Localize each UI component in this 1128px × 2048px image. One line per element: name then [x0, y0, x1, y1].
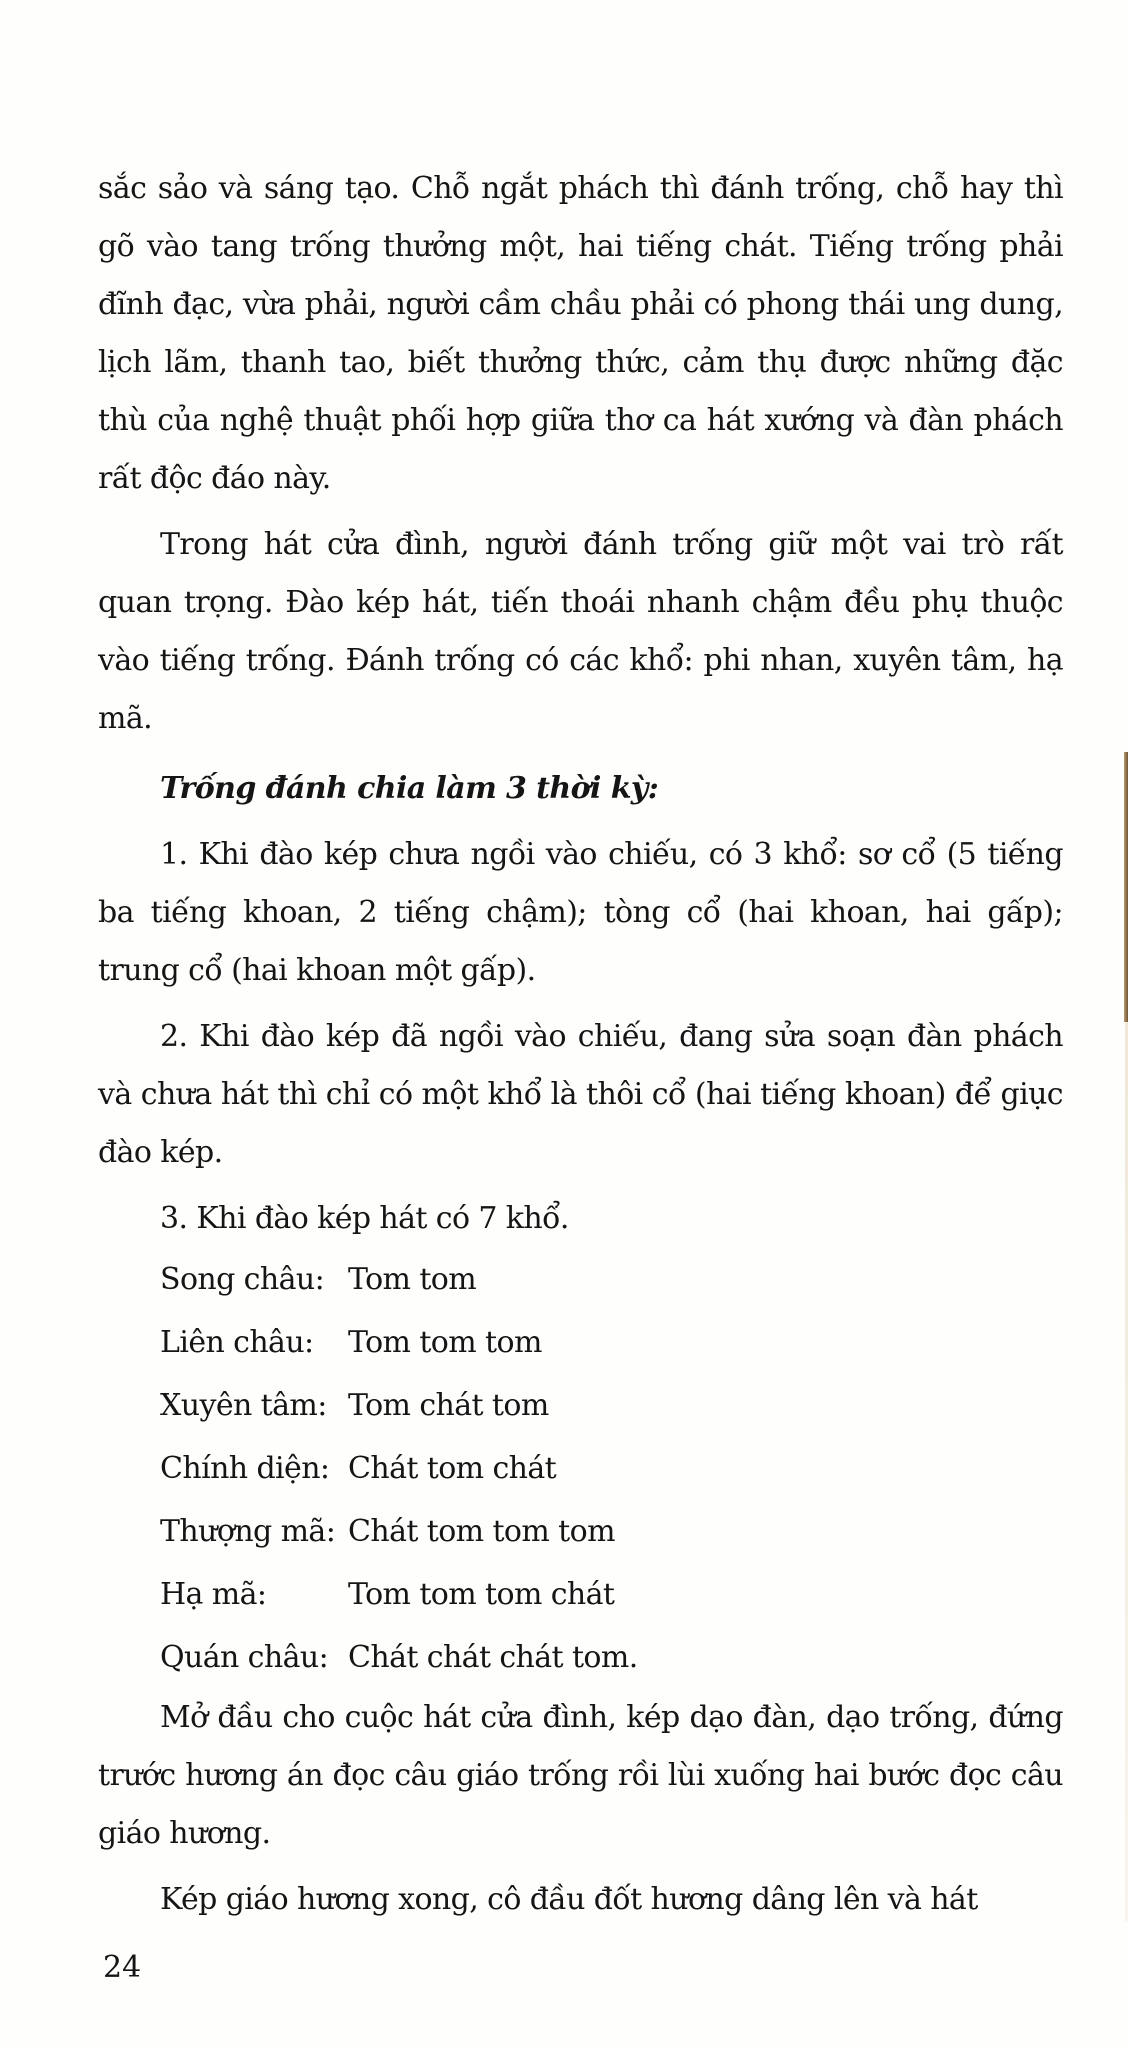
paragraph-continued: sắc sảo và sáng tạo. Chỗ ngắt phách thì đánh trống, chỗ hay thì gõ vào tang trống thưởng một, hai tiếng chát. Tiếng trống phải đĩnh đạc, vừa phải, người cầm chầu phải có phong thái ung dung, lịch lãm, thanh tao, biết thưởng thức, cảm thụ được những đặc thù của nghệ thuật phối hợp giữa thơ ca hát xướng và đàn phách rất độc đáo này. [98, 171, 1063, 496]
pattern-beats: Tom tom [348, 1262, 477, 1297]
pattern-name: Thượng mã: [160, 1514, 336, 1549]
page-number: 24 [103, 1950, 142, 1985]
pattern-name: Quán châu: [160, 1640, 329, 1675]
numbered-item-1: 1. Khi đào kép chưa ngồi vào chiếu, có 3 khổ: sơ cổ (5 tiếng ba tiếng khoan, 2 tiếng chậm); tòng cổ (hai khoan, hai gấp); trung cổ (hai khoan một gấp). [98, 837, 1063, 988]
section-heading: Trống đánh chia làm 3 thời kỳ: [160, 771, 659, 806]
list-item [98, 1500, 1063, 1563]
pattern-name: Xuyên tâm: [160, 1388, 327, 1423]
pattern-beats: Tom tom tom chát [348, 1577, 615, 1612]
paragraph-incense: Kép giáo hương xong, cô đầu đốt hương dâng lên và hát [160, 1882, 978, 1917]
numbered-item-2: 2. Khi đào kép đã ngồi vào chiếu, đang sửa soạn đàn phách và chưa hát thì chỉ có một khổ là thôi cổ (hai tiếng khoan) để giục đào kép. [98, 1019, 1063, 1170]
pattern-beats: Tom tom tom [348, 1325, 542, 1360]
pattern-name: Song châu: [160, 1262, 325, 1297]
numbered-item-3: 3. Khi đào kép hát có 7 khổ. [160, 1201, 569, 1236]
pattern-name: Liên châu: [160, 1325, 314, 1360]
pattern-beats: Tom chát tom [348, 1388, 549, 1423]
list-item [98, 1248, 1063, 1311]
paragraph-opening: Mở đầu cho cuộc hát cửa đình, kép dạo đàn, dạo trống, đứng trước hương án đọc câu giáo trống rồi lùi xuống hai bước đọc câu giáo hương. [98, 1700, 1063, 1851]
list-item [98, 1437, 1063, 1500]
pattern-beats: Chát tom tom tom [348, 1514, 615, 1549]
list-item [98, 1626, 1063, 1689]
pattern-beats: Chát tom chát [348, 1451, 557, 1486]
pattern-name: Hạ mã: [160, 1577, 267, 1612]
paragraph-drum-role: Trong hát cửa đình, người đánh trống giữ một vai trò rất quan trọng. Đào kép hát, tiến thoái nhanh chậm đều phụ thuộc vào tiếng trống. Đánh trống có các khổ: phi nhan, xuyên tâm, hạ mã. [98, 527, 1063, 736]
page-body [98, 160, 1063, 1937]
pattern-name: Chính diện: [160, 1451, 330, 1486]
list-item [98, 1311, 1063, 1374]
list-item [98, 1374, 1063, 1437]
drum-pattern-list [98, 1248, 1063, 1689]
book-edge-shadow [1124, 752, 1128, 1022]
pattern-beats: Chát chát chát tom. [348, 1640, 638, 1675]
list-item [98, 1563, 1063, 1626]
